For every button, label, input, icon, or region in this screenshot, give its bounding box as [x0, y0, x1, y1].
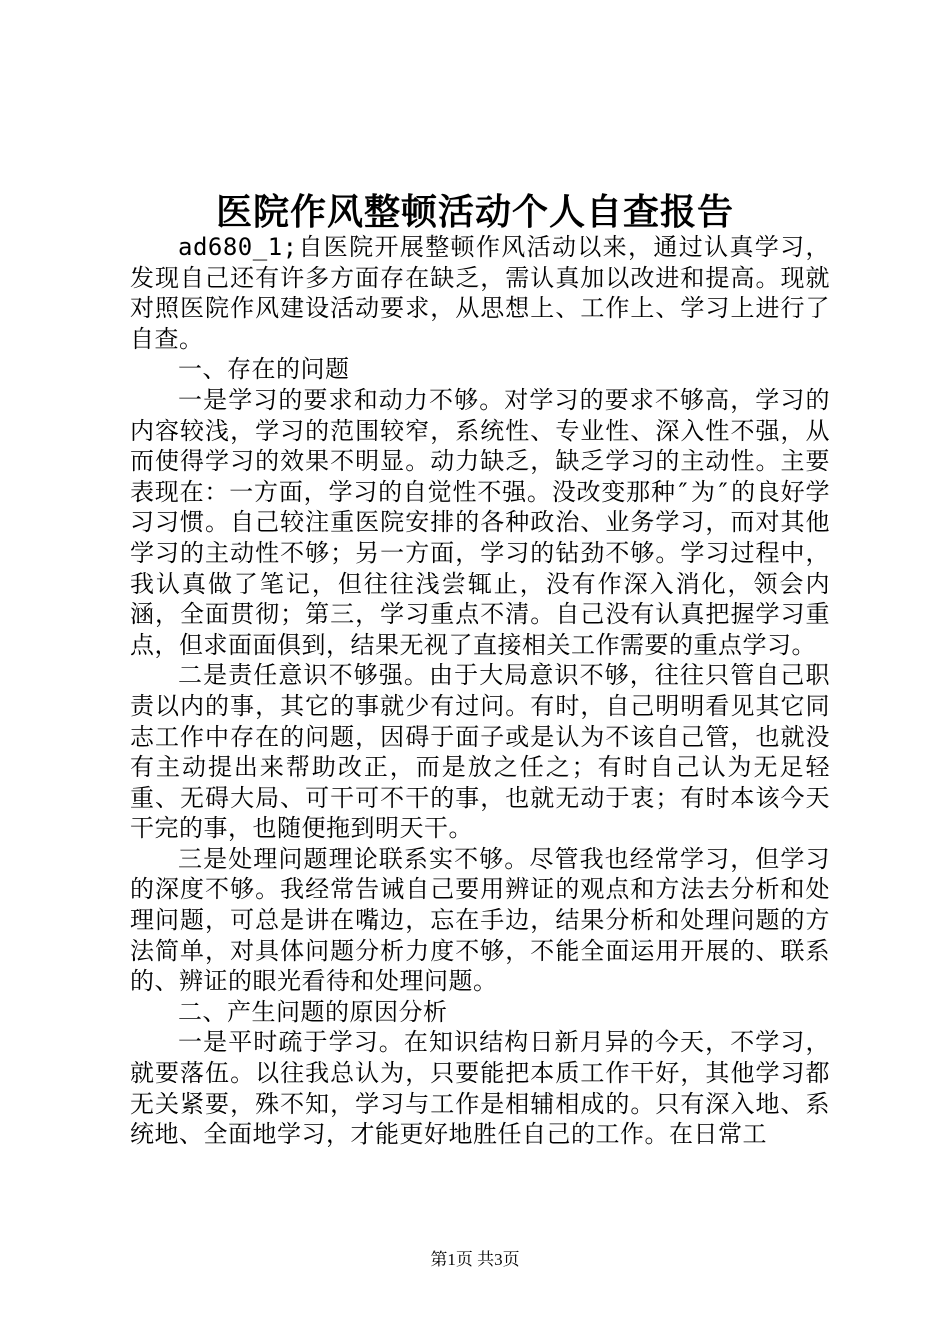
paragraph-problem-3: 三是处理问题理论联系实不够。尽管我也经常学习，但学习的深度不够。我经常告诫自己要用辨证的观点和方法去分析和处理问题，可总是讲在嘴边，忘在手边，结果分析和处理问题的方法简单，对具体问题分析力度不够，不能全面运用开展的、联系的、辨证的眼光看待和处理问题。 [130, 844, 830, 996]
paragraph-cause-1: 一是平时疏于学习。在知识结构日新月异的今天，不学习，就要落伍。以往我总认为，只要能把本质工作干好，其他学习都无关紧要，殊不知，学习与工作是相辅相成的。只有深入地、系统地、全面地学习，才能更好地胜任自己的工作。在日常工 [130, 1028, 830, 1149]
document-title: 医院作风整顿活动个人自查报告 [215, 191, 734, 233]
paragraph-problem-2: 二是责任意识不够强。由于大局意识不够，往往只管自己职责以内的事，其它的事就少有过问。有时，自己明明看见其它同志工作中存在的问题，因碍于面子或是认为不该自己管，也就没有主动提出来帮助改正，而是放之任之；有时自己认为无足轻重、无碍大局、可干可不干的事，也就无动于衷；有时本该今天干完的事，也随便拖到明天干。 [130, 661, 830, 843]
section-heading-causes: 二、产生问题的原因分析 [178, 997, 448, 1026]
paragraph-problem-1: 一是学习的要求和动力不够。对学习的要求不够高，学习的内容较浅，学习的范围较窄，系统性、专业性、深入性不强，从而使得学习的效果不明显。动力缺乏，缺乏学习的主动性。主要表现在：一方面，学习的自觉性不强。没改变那种″为″的良好学习习惯。自己较注重医院安排的各种政治、业务学习，而对其他学习的主动性不够；另一方面，学习的钻劲不够。学习过程中，我认真做了笔记，但往往浅尝辄止，没有作深入消化，领会内涵，全面贯彻；第三，学习重点不清。自己没有认真把握学习重点，但求面面俱到，结果无视了直接相关工作需要的重点学习。 [130, 385, 830, 659]
paragraph-intro: ad680_1;自医院开展整顿作风活动以来，通过认真学习，发现自己还有许多方面存在缺乏，需认真加以改进和提高。现就对照医院作风建设活动要求，从思想上、工作上、学习上进行了自查。 [130, 233, 830, 353]
page-footer: 第1页 共3页 [430, 1250, 520, 1269]
document-body [130, 232, 830, 1150]
section-heading-problems: 一、存在的问题 [178, 355, 350, 384]
